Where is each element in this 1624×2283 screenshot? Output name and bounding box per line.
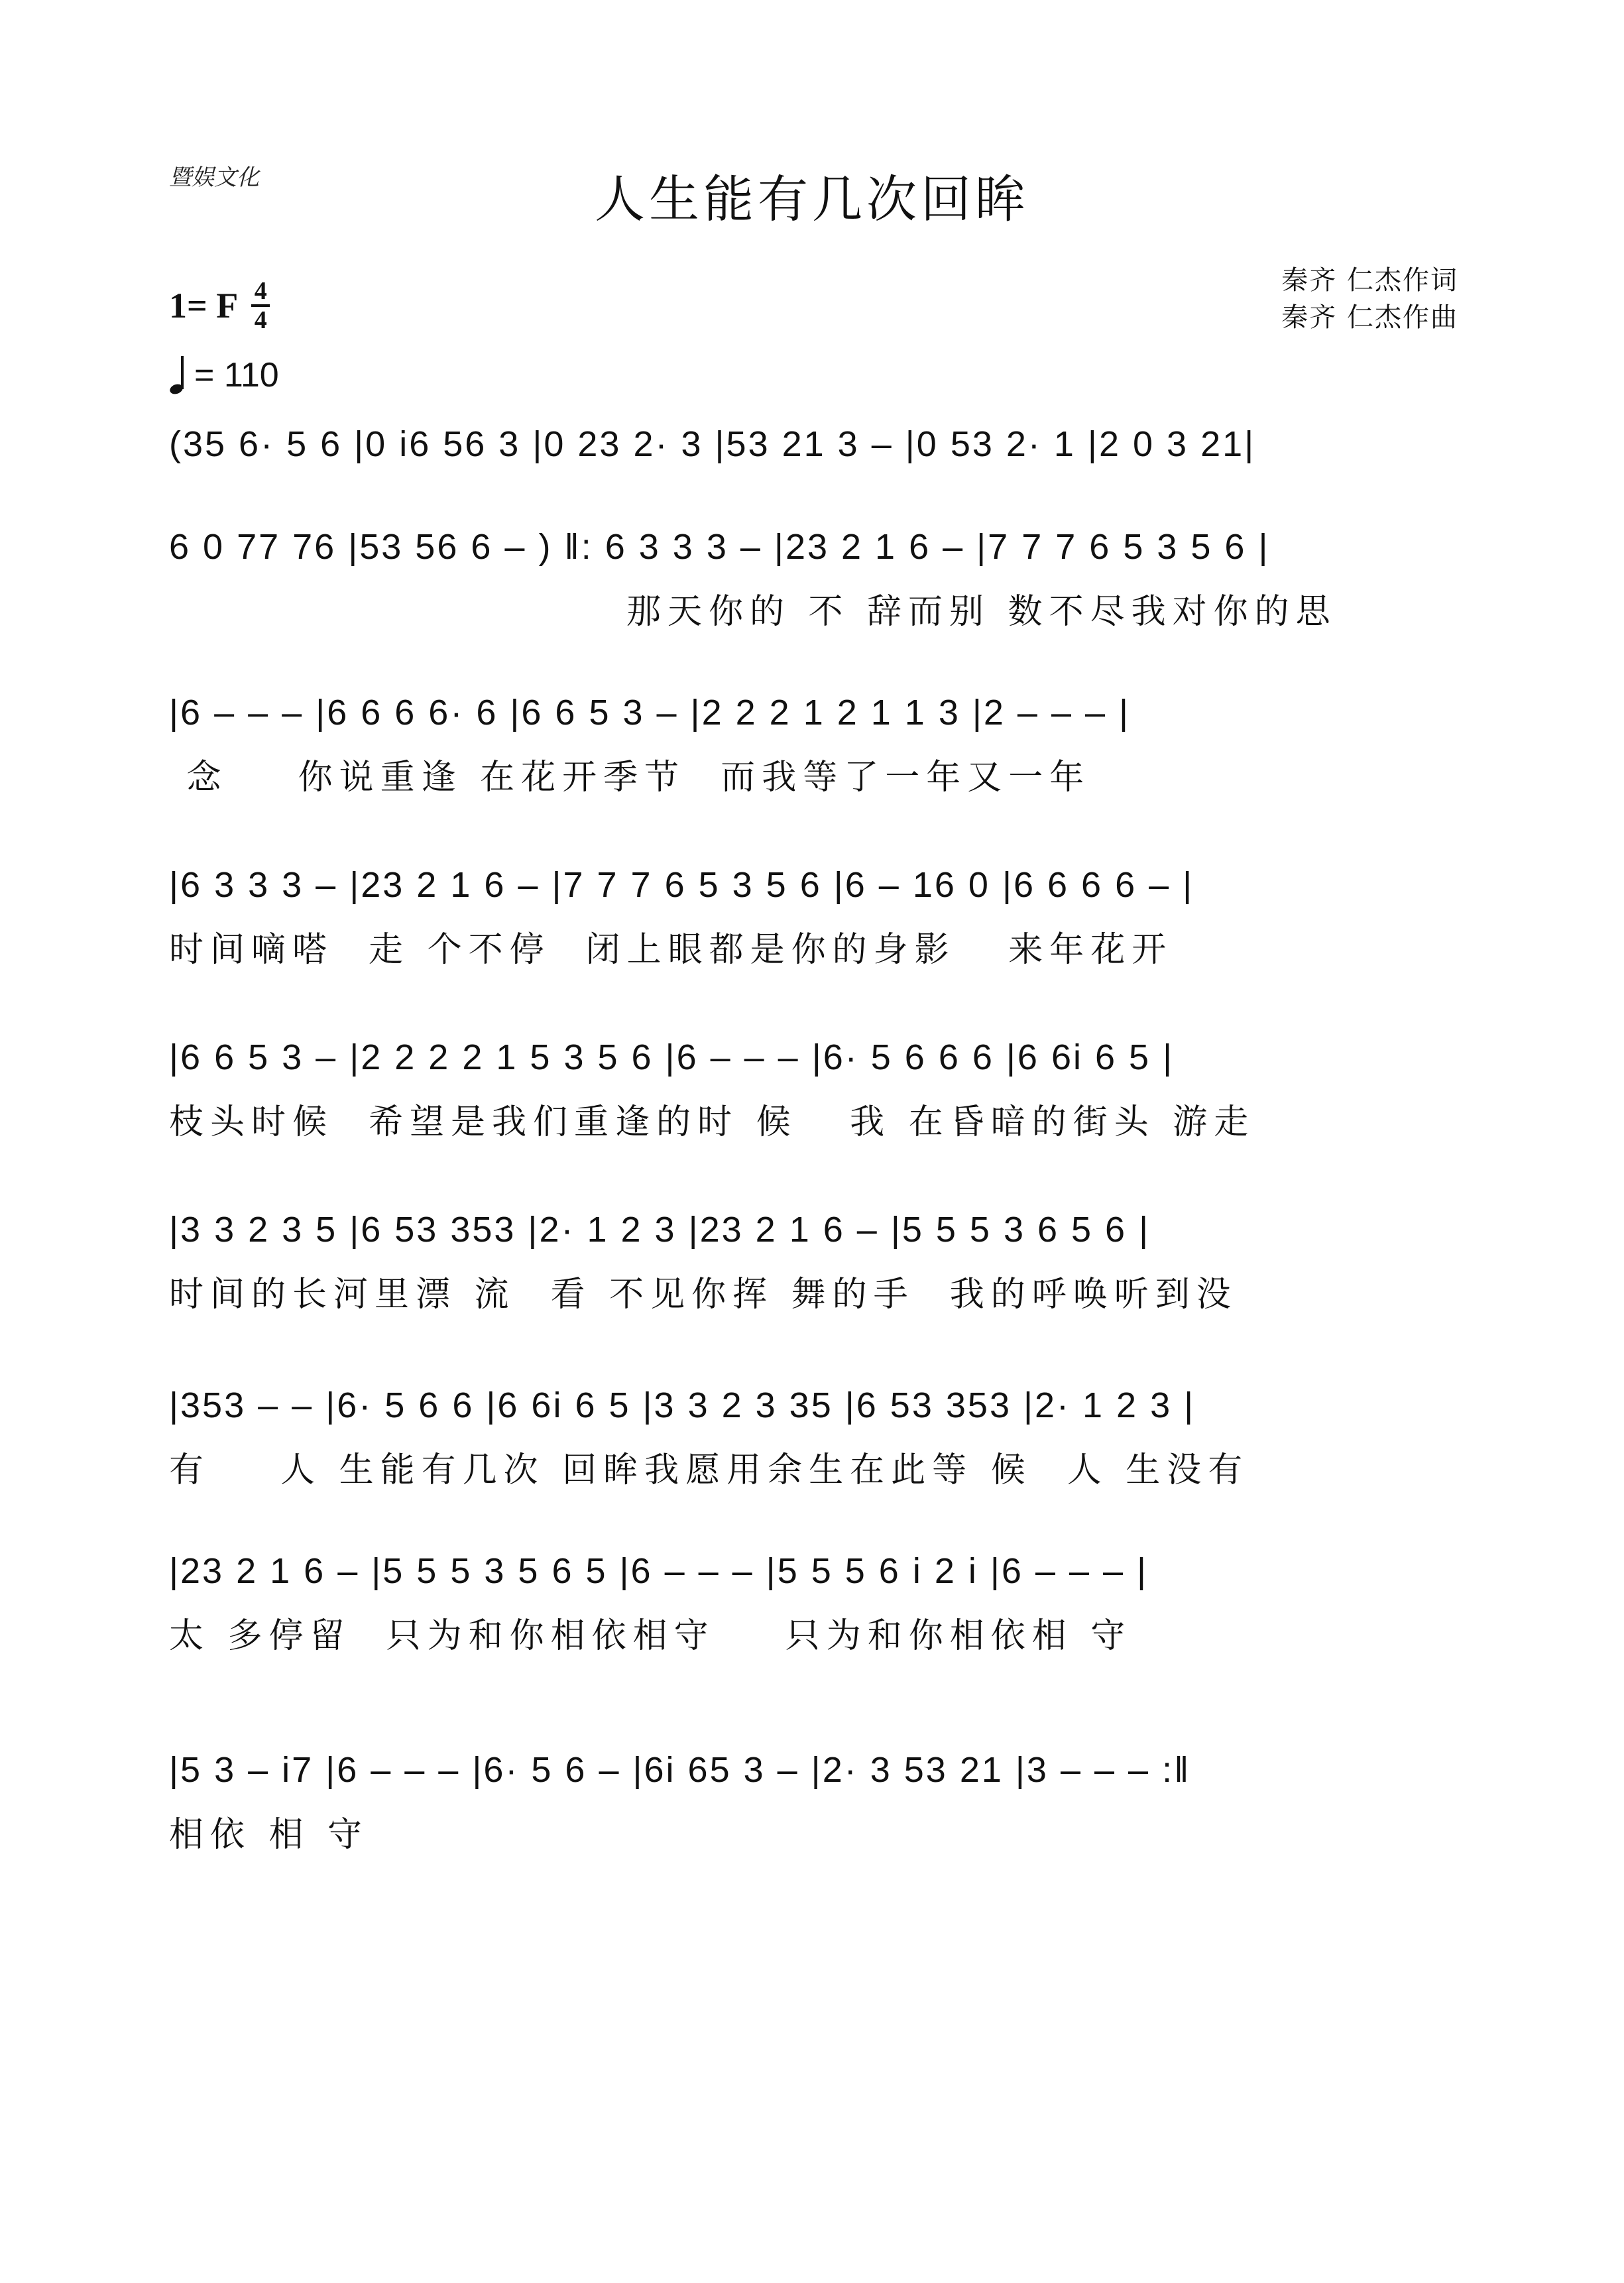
notation-row: |3 3 2 3 5 |6 53 353 |2· 1 2 3 |23 2 1 6 – |5 5 5 3 6 5 6 | xyxy=(169,1210,1151,1250)
notation-row: |6 6 5 3 – |2 2 2 2 1 5 3 5 6 |6 – – – |6· 5 6 6 6 |6 6i 6 5 | xyxy=(169,1037,1175,1077)
lyrics-row: 念 你说重逢 在花开季节 而我等了一年又一年 xyxy=(169,758,1091,797)
lyrics-row: 时间的长河里漂 流 看 不见你挥 舞的手 我的呼唤听到没 xyxy=(169,1275,1238,1315)
key-label: 1= F xyxy=(169,286,239,325)
song-title: 人生能有几次回眸 xyxy=(595,170,1029,229)
lyrics-row: 那天你的 不 辞而别 数不尽我对你的思 xyxy=(626,592,1337,632)
lyricist-credit: 秦齐 仁杰作词 xyxy=(1281,265,1458,296)
notation-row: 6 0 77 76 |53 56 6 – ) ‖: 6 3 3 3 – |23 2 1 6 – |7 7 7 6 5 3 5 6 | xyxy=(169,527,1270,567)
notation-row: |6 3 3 3 – |23 2 1 6 – |7 7 7 6 5 3 5 6 |6 – 16 0 |6 6 6 6 – | xyxy=(169,865,1194,905)
lyrics-row: 相依 相 守 xyxy=(169,1815,369,1855)
notation-row: |5 3 – i7 |6 – – – |6· 5 6 – |6i 65 3 – |2· 3 53 21 |3 – – – :‖ xyxy=(169,1750,1191,1790)
lyrics-row: 时间嘀嗒 走 个不停 闭上眼都是你的身影 来年花开 xyxy=(169,930,1173,970)
notation-row: |353 – – |6· 5 6 6 |6 6i 6 5 |3 3 2 3 35 |6 53 353 |2· 1 2 3 | xyxy=(169,1385,1196,1425)
time-signature-bottom: 4 xyxy=(254,306,267,334)
lyrics-row: 太 多停留 只为和你相依相守 只为和你相依相 守 xyxy=(169,1616,1132,1656)
lyrics-row: 枝头时候 希望是我们重逢的时 候 我 在昏暗的街头 游走 xyxy=(169,1102,1255,1142)
notation-row: |6 – – – |6 6 6 6· 6 |6 6 5 3 – |2 2 2 1 2 1 1 3 |2 – – – | xyxy=(169,693,1131,732)
key-signature xyxy=(169,278,270,333)
time-signature-top: 4 xyxy=(254,277,267,305)
notation-row: |23 2 1 6 – |5 5 5 3 5 6 5 |6 – – – |5 5 5 6 i 2 i |6 – – – | xyxy=(169,1551,1149,1591)
tempo-marking xyxy=(169,355,279,396)
credits xyxy=(1281,262,1458,336)
time-signature xyxy=(251,278,270,333)
composer-credit: 秦齐 仁杰作曲 xyxy=(1281,302,1458,333)
publisher-label: 暨娱文化 xyxy=(169,164,259,191)
lyrics-row: 有 人 生能有几次 回眸我愿用余生在此等 候 人 生没有 xyxy=(169,1450,1249,1490)
quarter-note-icon xyxy=(169,355,189,396)
tempo-value: = 110 xyxy=(194,356,279,394)
notation-row: (35 6· 5 6 |0 i6 56 3 |0 23 2· 3 |53 21 3 – |0 53 2· 1 |2 0 3 21| xyxy=(169,424,1256,464)
